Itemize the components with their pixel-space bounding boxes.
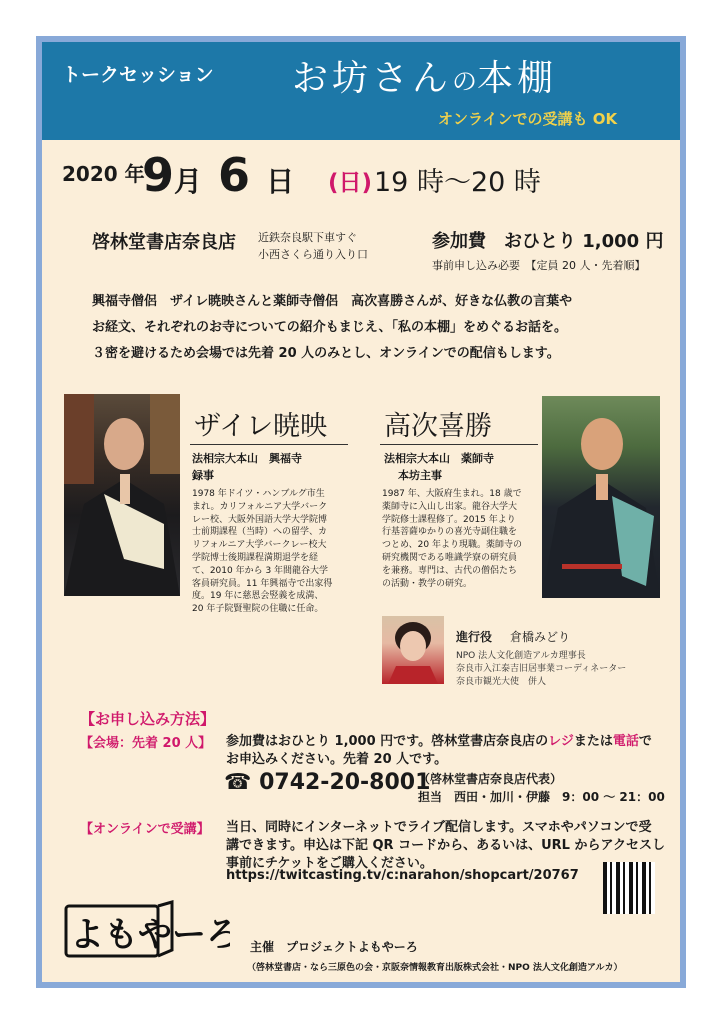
apply-online-label: 【オンラインで受講】 [80,822,210,837]
speaker1-title-1: 法相宗大本山 興福寺 [192,452,302,465]
event-title-part-b: 本棚 [477,58,558,99]
date-day-unit: 日 [266,165,295,198]
apply-venue-text-2: お申込みください。先着 20 人です。 [226,752,448,767]
phone-number[interactable]: 0742-20-8001 [259,770,431,795]
speaker1-bio-line: 客員研究員。11 年興福寺で出家得 [192,578,333,589]
apply-online-line-3: 事前にチケットをご購入ください。 [226,856,433,871]
speaker1-divider [190,444,348,445]
event-title [292,50,557,101]
online-note: オンラインでの受講も OK [438,110,618,128]
ticket-url-link[interactable]: https://twitcasting.tv/c:narahon/shopcart/20767 [226,868,579,883]
speaker2-bio-line: つとめ、20 年より現職。薬師寺の [382,540,522,551]
event-title-particle: の [452,67,478,96]
speaker1-bio-line: 学院博士後期課程満期退学を経 [192,552,319,563]
apply-venue-text-a: 参加費はおひとり 1,000 円です。啓林堂書店奈良店の [226,734,549,749]
moderator-bio-line: NPO 法人文化創造アルカ理事長 [456,651,586,661]
fee-note: 事前申し込み必要 【定員 20 人・先着順】 [432,259,646,272]
date-month-unit: 月 [174,165,203,198]
event-title-part-a: お坊さん [292,58,453,99]
speaker2-title-1: 法相宗大本山 薬師寺 [384,452,494,465]
apply-heading: 【お申し込み方法】 [80,710,216,728]
qr-code[interactable] [603,862,655,914]
date-year: 2020 年 [62,162,145,186]
venue-access-1: 近鉄奈良駅下車すぐ [258,231,357,244]
intro-line-3: ３密を避けるため会場では先着 20 人のみとし、オンラインでの配信もします。 [92,346,560,361]
speaker2-bio-line: を兼務。専門は、古代の僧侶たち [382,565,518,576]
speaker1-bio-line: レー校、大阪外国語大学大学院博 [192,514,328,525]
organizer-logo-text: よもやーろ [70,915,230,955]
speaker2-illustration [542,396,660,598]
fee-label: 参加費 おひとり 1,000 円 [432,231,664,252]
date-weekday: (日) [328,170,373,196]
speaker1-bio-line: 20 年子院賢聖院の住職に任命。 [192,604,324,615]
apply-venue-label: 【会場：先着 20 人】 [80,736,212,751]
moderator-role: 進行役 [456,630,493,644]
apply-online-line-1: 当日、同時にインターネットでライブ配信します。スマホやパソコンで受 [226,820,652,835]
moderator-bio-line: 奈良市入江泰吉旧居事業コーディネーター [456,664,627,674]
speaker1-bio-line: 1978 年ドイツ・ハンブルグ市生 [192,489,325,499]
date-month-day [142,148,294,202]
speaker1-title-2: 録事 [192,469,214,482]
organizer-name: プロジェクトよもやーろ [286,940,418,954]
speaker2-photo [542,396,660,598]
venue-access-2: 小西さくら通り入り口 [258,248,368,261]
phone-number-block [224,770,430,795]
speaker2-bio-line: 1987 年、大阪府生まれ。18 歳で [382,489,522,499]
moderator-illustration [382,616,444,684]
speaker1-name: ザイレ暁映 [194,411,328,442]
speaker2-bio-line: 薬師寺に入山し出家。龍谷大学大 [382,501,518,512]
phone-icon: ☎ [224,770,252,795]
speaker1-bio-line: て、2010 年から 3 年間龍谷大学 [192,565,329,576]
moderator-photo [382,616,444,684]
organizer-logo [64,900,230,960]
speaker2-name: 高次喜勝 [384,411,492,442]
event-time: 19 時〜20 時 [374,167,541,198]
phone-staff: 担当 西田・加川・伊藤 9：00 〜 21：00 [418,790,665,804]
apply-register-word: レジ [548,734,574,749]
speaker2-divider [380,444,538,445]
apply-online-line-2: 講できます。申込は下記 QR コードから、あるいは、URL からアクセスし [226,838,666,853]
moderator-name: 倉橋みどり [510,630,571,644]
moderator-bio-line: 奈良市観光大使 併人 [456,677,547,687]
organizer-label: 主催 [250,940,275,954]
intro-line-2: お経文、それぞれのお寺についての紹介もまじえ、「私の本棚」をめぐるお話を。 [92,320,568,335]
speaker2-title-2: 本坊主事 [398,469,442,482]
speaker1-photo [64,394,180,596]
speaker1-bio-line: 士前期課程（当時）への留学、カ [192,527,328,538]
speaker2-bio-line: 学院修士課程修了。2015 年より [382,514,516,525]
intro-line-1: 興福寺僧侶 ザイレ暁映さんと薬師寺僧侶 高次喜勝さんが、好きな仏教の言葉や [92,294,573,309]
organizer-logo-graphic [64,900,230,960]
speaker1-bio [192,488,332,616]
talk-session-label: トークセッション [62,64,214,86]
date-month: 9 [142,148,175,202]
apply-venue-text-b: または [573,734,613,749]
speaker2-bio-line: 研究機関である唯識学寮の研究員 [382,552,518,563]
speaker1-bio-line: まれ。カリフォルニア大学バーク [192,501,328,512]
speaker1-bio-line: 度。19 年に慈恩会竪義を成満、 [192,591,324,602]
apply-phone-word: 電話 [612,734,639,749]
speaker2-bio-line: 行基菩薩ゆかりの喜光寺副住職を [382,527,518,538]
apply-venue-text-1 [226,730,652,749]
organizer-members: （啓林堂書店・なら三原色の会・京阪奈情報教育出版株式会社・NPO 法人文化創造アルカ） [247,963,623,973]
speaker1-bio-line: リフォルニア大学バークレー校大 [192,540,327,551]
speaker2-bio [382,488,522,590]
phone-note: （啓林堂書店奈良店代表） [418,772,563,786]
speaker1-illustration [64,394,180,596]
venue-name: 啓林堂書店奈良店 [92,232,236,253]
speaker2-bio-line: の活動・教学の研究。 [382,578,473,589]
date-day: 6 [218,148,251,202]
apply-venue-text-c: で [638,734,652,749]
